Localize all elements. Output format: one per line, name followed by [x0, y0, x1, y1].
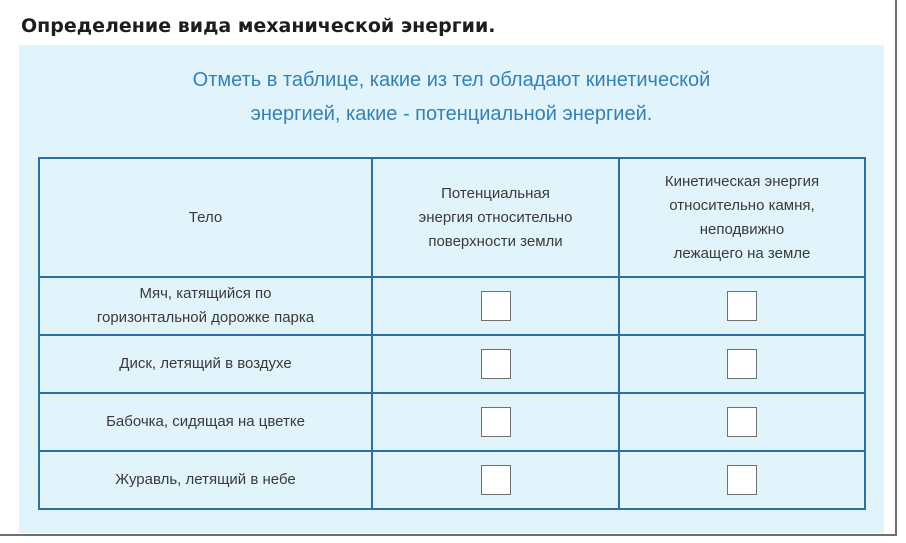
instruction-line: Отметь в таблице, какие из тел обладают кинетической: [192, 69, 711, 91]
potential-checkbox[interactable]: [481, 407, 511, 437]
page-title: Определение вида механической энергии.: [21, 15, 496, 37]
instruction-line: энергией, какие - потенциальной энергией.: [250, 103, 653, 125]
task-instruction: [19, 63, 884, 131]
kinetic-checkbox[interactable]: [727, 407, 757, 437]
potential-checkbox[interactable]: [481, 291, 511, 321]
table-row: [39, 277, 865, 335]
potential-checkbox[interactable]: [481, 465, 511, 495]
table-header-row: [39, 158, 865, 277]
header-text-line: лежащего на земле: [673, 244, 811, 262]
kinetic-checkbox[interactable]: [727, 291, 757, 321]
kinetic-checkbox[interactable]: [727, 349, 757, 379]
row-label-line: Мяч, катящийся по: [139, 285, 272, 302]
row-body-label: [39, 335, 372, 393]
potential-cell: [372, 335, 619, 393]
kinetic-checkbox[interactable]: [727, 465, 757, 495]
header-text-line: Кинетическая энергия: [664, 172, 820, 190]
row-label-line: Диск, летящий в воздухе: [119, 355, 292, 372]
row-label-line: Бабочка, сидящая на цветке: [106, 413, 305, 430]
kinetic-cell: [619, 277, 865, 335]
header-body: Тело: [39, 158, 372, 277]
table-row: [39, 335, 865, 393]
kinetic-cell: [619, 335, 865, 393]
header-text-line: неподвижно: [699, 220, 785, 238]
table-row: [39, 451, 865, 509]
kinetic-cell: [619, 451, 865, 509]
table-row: [39, 393, 865, 451]
potential-checkbox[interactable]: [481, 349, 511, 379]
row-body-label: [39, 451, 372, 509]
row-body-label: [39, 277, 372, 335]
potential-cell: [372, 393, 619, 451]
potential-cell: [372, 451, 619, 509]
energy-table: [38, 157, 866, 510]
row-label-line: Журавль, летящий в небе: [115, 471, 296, 488]
row-label-line: горизонтальной дорожке парка: [96, 309, 315, 326]
header-kinetic-energy: [619, 158, 865, 277]
header-text-line: относительно камня,: [669, 196, 815, 214]
header-text-line: энергия относительно: [418, 208, 573, 226]
kinetic-cell: [619, 393, 865, 451]
row-body-label: [39, 393, 372, 451]
header-text-line: Потенциальная: [441, 184, 550, 202]
potential-cell: [372, 277, 619, 335]
header-potential-energy: [372, 158, 619, 277]
header-text-line: поверхности земли: [428, 232, 563, 250]
